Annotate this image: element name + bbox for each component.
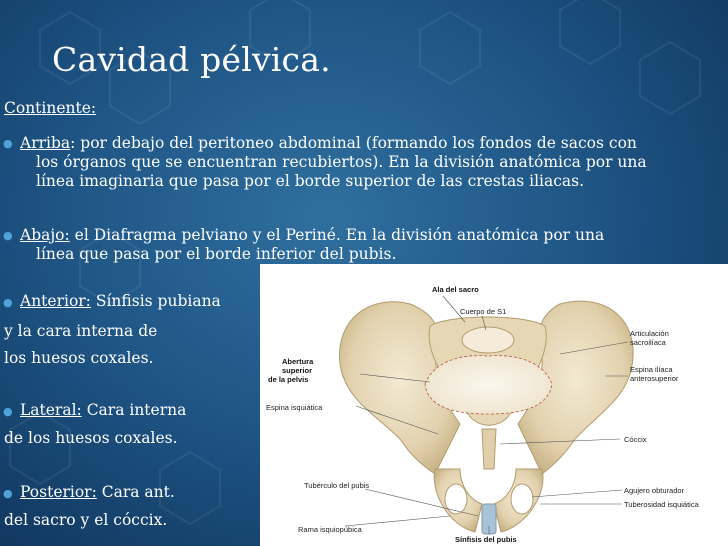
right-obturator [511,484,533,514]
pelvis-diagram [260,264,728,546]
label-abertura-1: Abertura [282,357,314,366]
label-abertura-2: superior [282,366,313,375]
bullet-icon: ● [3,405,13,418]
label-sacroiliaca: sacroilíaca [630,338,666,347]
pelvis-illustration [260,264,728,546]
pelvic-inlet [425,356,552,414]
item-anterior-line2: y la cara interna de [4,322,158,340]
bullet-icon: ● [3,487,13,500]
item-lateral-line2: de los huesos coxales. [4,429,178,447]
label-rama: Rama isquiopúbica [298,525,362,534]
label-tuberosidad: Tuberosidad isquiática [624,500,699,509]
label-cuerpo-s1: Cuerpo de S1 [460,307,507,316]
label-sinfisis: Sínfisis del pubis [455,535,517,544]
item-anterior-line3: los huesos coxales. [4,349,154,367]
continent-label: Continente: [4,99,97,117]
label-espina-iliaca-1: Espina ilíaca [630,365,673,374]
bullet-icon: ● [3,137,13,150]
bullet-icon: ● [3,296,13,309]
label-espina-isquiatica: Espina isquiática [266,403,323,412]
item-arriba-line2: los órganos que se encuentran recubiertos). En la división anatómica por una [36,153,647,171]
left-obturator [445,484,467,514]
label-espina-iliaca-2: anterosuperior [630,374,679,383]
item-arriba-line3: línea imaginaria que pasa por el borde superior de las crestas iliacas. [36,172,585,190]
bullet-icon: ● [3,229,13,242]
item-posterior-line2: del sacro y el cóccix. [4,511,168,529]
item-arriba: Arriba: por debajo del peritoneo abdominal (formando los fondos de sacos con [20,134,637,152]
label-tuberculo: Tubérculo del pubis [304,481,370,490]
label-agujero: Agujero obturador [624,486,685,495]
item-posterior: Posterior: Cara ant. [20,483,175,501]
item-anterior: Anterior: Sínfisis pubiana [20,292,221,310]
s1-body [462,327,514,353]
slide-title: Cavidad pélvica. [52,40,331,79]
coccyx [482,429,496,469]
item-abajo-line2: línea que pasa por el borde inferior del pubis. [36,245,397,263]
label-coccix: Cóccix [624,435,647,444]
item-lateral: Lateral: Cara interna [20,401,187,419]
label-articulacion: Articulación [630,329,669,338]
item-abajo: Abajo: el Diafragma pelviano y el Periné. En la división anatómica por una [20,226,605,244]
label-abertura-3: de la pelvis [268,375,309,384]
label-ala-sacro: Ala del sacro [432,285,479,294]
